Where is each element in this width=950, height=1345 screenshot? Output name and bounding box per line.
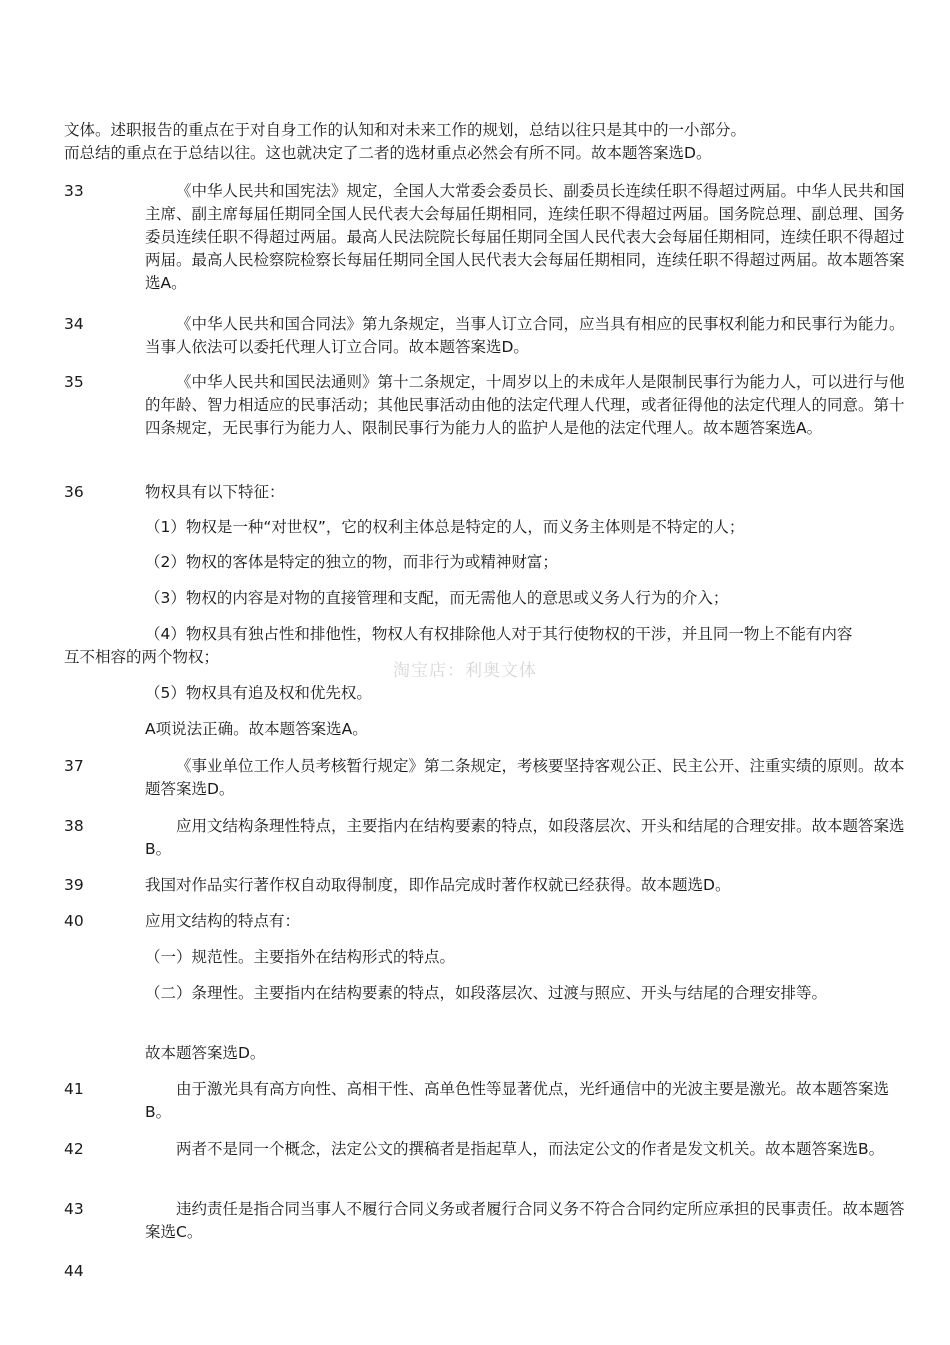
question-number: 43	[64, 1200, 84, 1218]
answer-36-item-2: （2）物权的客体是特定的独立的物，而非行为或精神财富；	[145, 553, 558, 571]
question-number: 41	[64, 1080, 84, 1098]
question-number: 44	[64, 1262, 84, 1280]
answer-text: 物权具有以下特征：	[145, 483, 285, 501]
question-number: 35	[64, 373, 84, 391]
answer-37	[64, 755, 905, 801]
question-number: 39	[64, 876, 84, 894]
answer-34	[64, 313, 905, 359]
answer-36-item-1: （1）物权是一种“对世权”，它的权利主体总是特定的人，而义务主体则是不特定的人；	[145, 518, 745, 536]
question-number: 42	[64, 1140, 84, 1158]
question-number: 38	[64, 817, 84, 835]
answer-text: 《中华人民共和国民法通则》第十二条规定，十周岁以上的未成年人是限制民事行为能力人，可以进行与他的年龄、智力相适应的民事活动；其他民事活动由他的法定代理人代理，或者征得他的法定代理人的同意。第十四条规定，无民事行为能力人、限制民事行为能力人的监护人是他的法定代理人。故本题答案选A。	[145, 373, 905, 437]
answer-38	[64, 815, 905, 861]
answer-33	[64, 180, 905, 295]
question-number: 37	[64, 757, 84, 775]
answer-40-conclusion: 故本题答案选D。	[145, 1044, 266, 1062]
answer-41	[64, 1078, 890, 1124]
answer-40	[64, 910, 864, 933]
answer-36-conclusion: A项说法正确。故本题答案选A。	[145, 720, 368, 738]
answer-40-item-2: （二）条理性。主要指内在结构要素的特点，如段落层次、过渡与照应、开头与结尾的合理安排等。	[145, 984, 828, 1002]
intro-line-1: 文体。述职报告的重点在于对自身工作的认知和对未来工作的规划，总结以往只是其中的一小部分。	[64, 121, 747, 139]
answer-text: 应用文结构条理性特点，主要指内在结构要素的特点，如段落层次、开头和结尾的合理安排。故本题答案选B。	[145, 817, 905, 858]
answer-text: 《事业单位工作人员考核暂行规定》第二条规定，考核要坚持客观公正、民主公开、注重实绩的原则。故本题答案选D。	[145, 757, 905, 798]
intro-line-2: 而总结的重点在于总结以往。这也就决定了二者的选材重点必然会有所不同。故本题答案选D。	[64, 144, 712, 162]
answer-text: 《中华人民共和国宪法》规定，全国人大常委会委员长、副委员长连续任职不得超过两届。中华人民共和国主席、副主席每届任期同全国人民代表大会每届任期相同，连续任职不得超过两届。国务院总理、副总理、国务委员连续任职不得超过两届。最高人民法院院长每届任期同全国人民代表大会每届任期相同，连续任职不得超过两届。最高人民检察院检察长每届任期同全国人民代表大会每届任期相同，连续任职不得超过两届。故本题答案选A。	[145, 182, 905, 292]
question-number: 36	[64, 483, 84, 501]
answer-text: 违约责任是指合同当事人不履行合同义务或者履行合同义务不符合合同约定所应承担的民事责任。故本题答案选C。	[145, 1200, 905, 1241]
answer-36-item-5: （5）物权具有追及权和优先权。	[145, 684, 372, 702]
answer-text: 应用文结构的特点有：	[145, 912, 301, 930]
answer-text: 两者不是同一个概念，法定公文的撰稿者是指起草人，而法定公文的作者是发文机关。故本题答案选B。	[176, 1140, 885, 1158]
watermark: 淘宝店：利奥文体	[393, 661, 537, 681]
question-number: 34	[64, 315, 84, 333]
answer-text: 《中华人民共和国合同法》第九条规定，当事人订立合同，应当具有相应的民事权利能力和民事行为能力。当事人依法可以委托代理人订立合同。故本题答案选D。	[145, 315, 905, 356]
answer-text: 由于激光具有高方向性、高相干性、高单色性等显著优点，光纤通信中的光波主要是激光。故本题答案选B。	[145, 1080, 890, 1121]
answer-36	[64, 481, 864, 504]
answer-42	[64, 1138, 885, 1161]
answer-35	[64, 371, 905, 440]
answer-36-item-3: （3）物权的内容是对物的直接管理和支配，而无需他人的意思或义务人行为的介入；	[145, 589, 729, 607]
question-number: 40	[64, 912, 84, 930]
answer-text: 我国对作品实行著作权自动取得制度，即作品完成时著作权就已经获得。故本题选D。	[145, 876, 731, 894]
answer-36-item-4: （4）物权具有独占性和排他性，物权人有权排除他人对于其行使物权的干涉，并且同一物上不能有内容互不相容的两个物权；	[64, 625, 853, 666]
question-number: 33	[64, 182, 84, 200]
answer-39	[64, 874, 864, 897]
answer-40-item-1: （一）规范性。主要指外在结构形式的特点。	[145, 948, 456, 966]
answer-43	[64, 1198, 905, 1244]
intro-paragraph	[64, 119, 864, 165]
